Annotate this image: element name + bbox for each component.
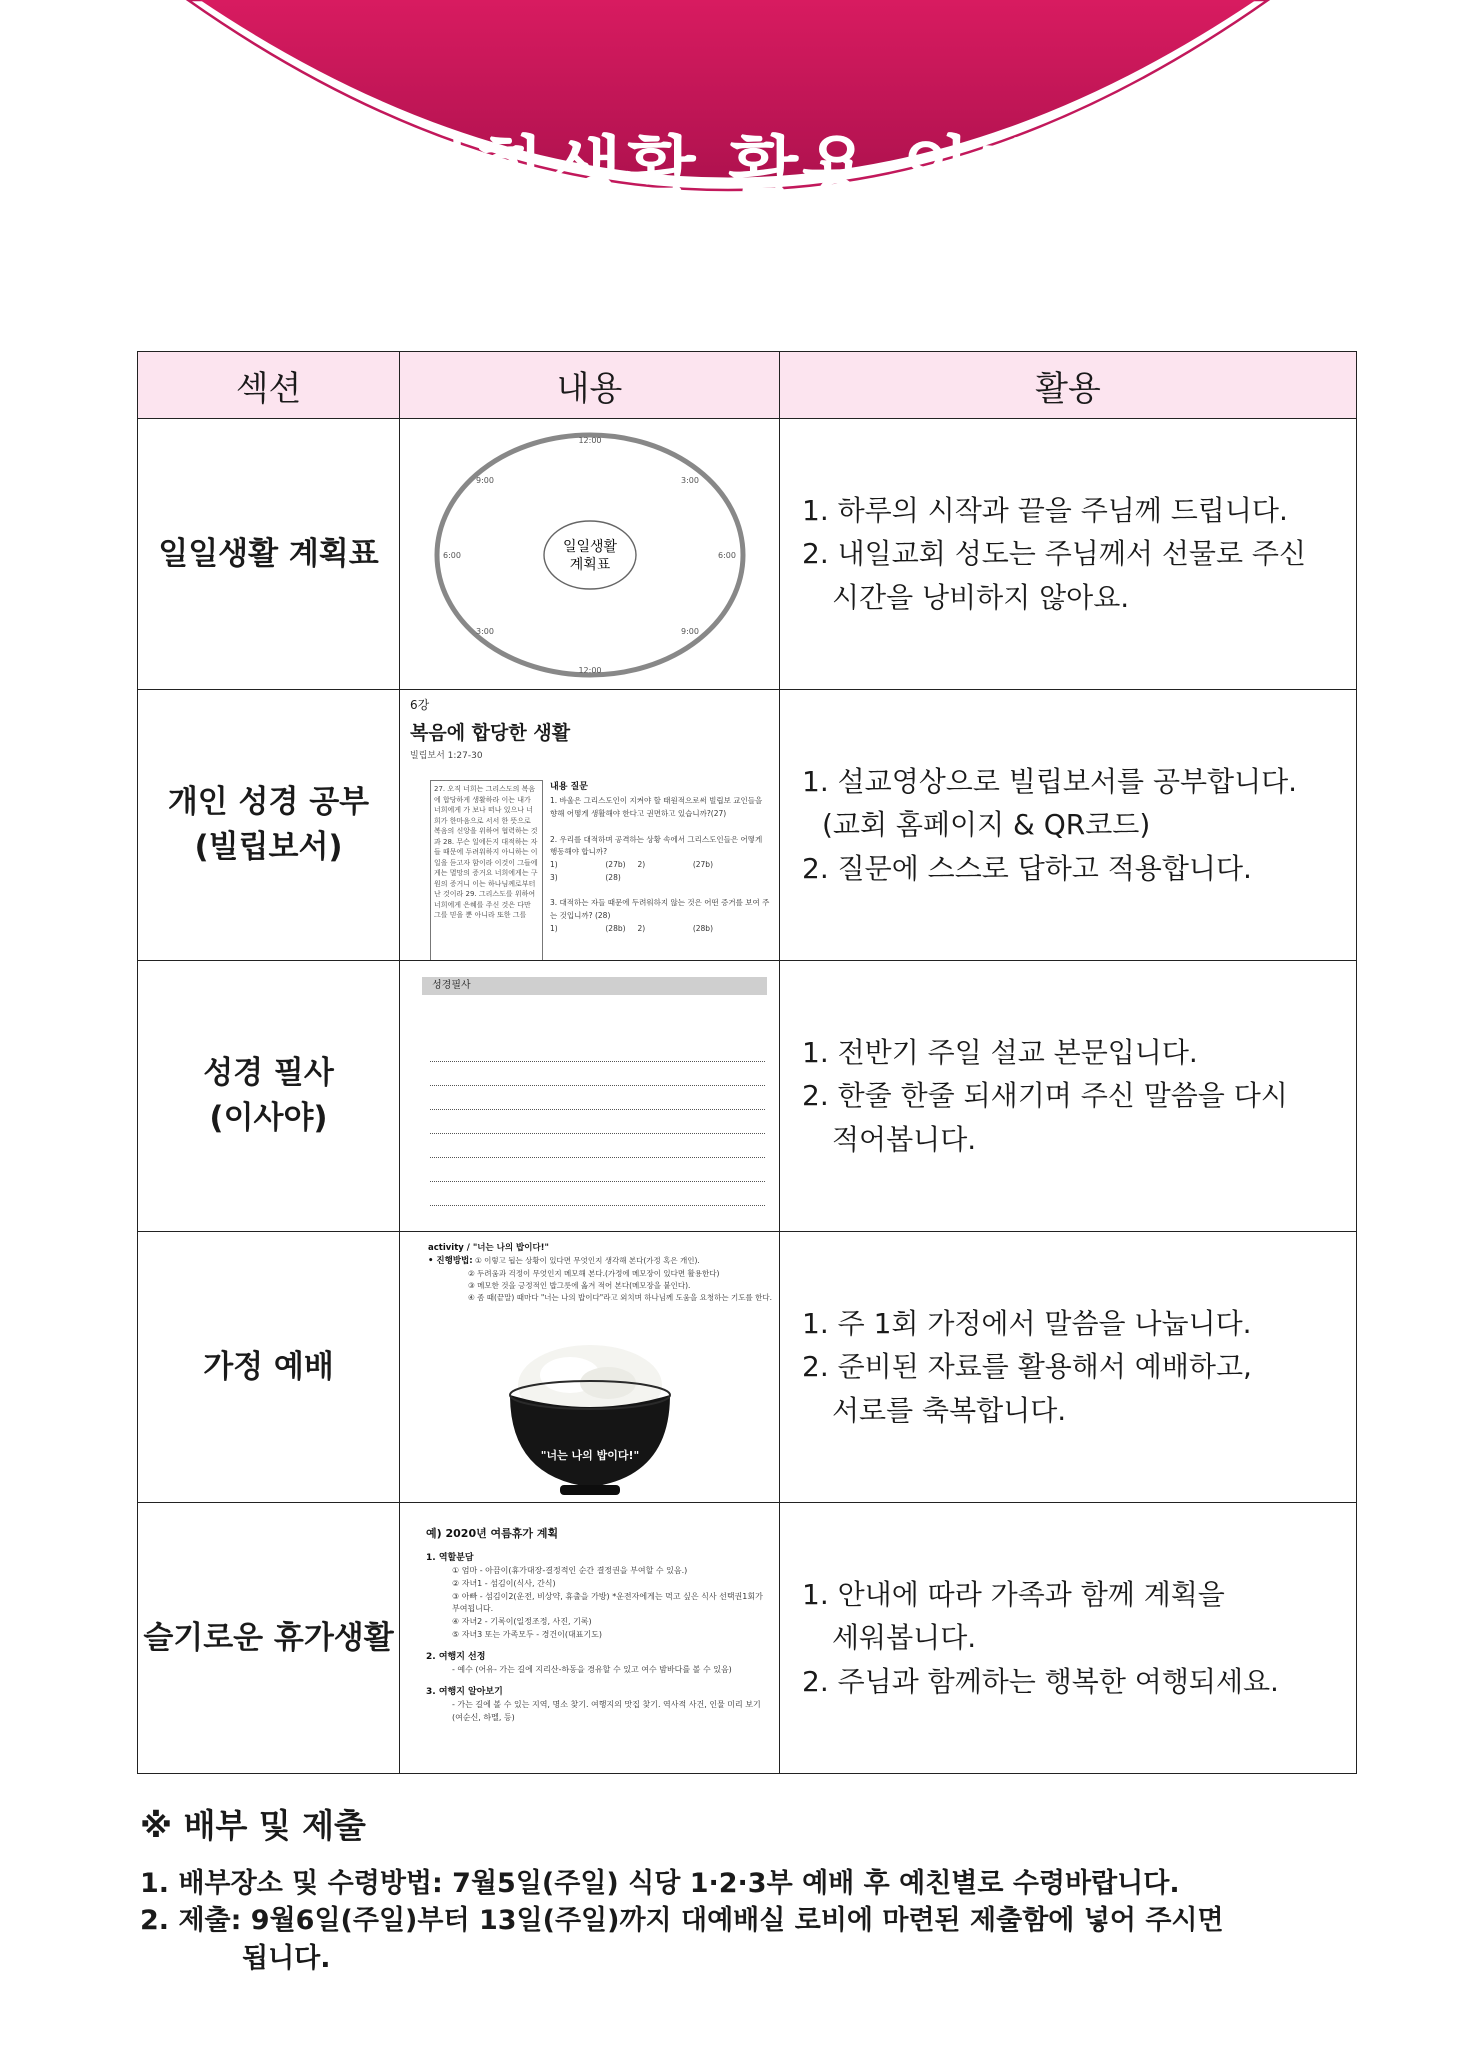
section-cell [138, 1503, 400, 1774]
usage-line: 1. 전반기 주일 설교 본문입니다. [802, 1035, 1198, 1069]
rice-bowl-image [500, 1337, 680, 1502]
activity-method-label: • 진행방법: [428, 1256, 473, 1267]
vacation-plan-text [426, 1525, 771, 1725]
usage-cell [780, 419, 1357, 690]
clock-label-lower-left: 3:00 [476, 627, 494, 636]
usage-line: 세워봅니다. [832, 1621, 977, 1655]
usage-line: 서로를 축복합니다. [832, 1393, 1067, 1427]
family-worship-thumbnail [400, 1232, 780, 1502]
distribution-notice [140, 1800, 1224, 1977]
guide-table [137, 351, 1357, 1774]
section-sublabel: (이사야) [209, 1100, 328, 1136]
daily-planner-thumbnail [400, 419, 780, 689]
study-answer: 1) (28b) 2) (28b) [550, 923, 713, 933]
section-label: 가정 예배 [203, 1348, 334, 1385]
clock-diagram [400, 419, 780, 689]
study-question: 2. 우리를 대적하며 공격하는 상황 속에서 그리스도인들은 어떻게 행동해야 합니까? [550, 834, 763, 857]
clock-label-bottom: 12:00 [578, 666, 602, 675]
vacation-plan-thumbnail [400, 1503, 780, 1773]
header-section: 섹션 [138, 352, 400, 419]
content-cell [400, 690, 780, 961]
usage-line: 1. 설교영상으로 빌립보서를 공부합니다. [802, 764, 1298, 798]
clock-label-upper-right: 3:00 [681, 476, 699, 485]
plan-item: ④ 자녀2 - 기록이(일정조정, 사진, 기록) [452, 1617, 592, 1627]
plan-item: ② 자녀1 - 섬김이(식사, 간식) [452, 1578, 556, 1588]
transcription-thumbnail [400, 961, 780, 1231]
header-content: 내용 [400, 352, 780, 419]
clock-center-line1: 일일생활 [562, 539, 618, 555]
usage-line: 2. 내일교회 성도는 주님께서 선물로 주신 [802, 537, 1306, 571]
usage-line: 1. 하루의 시작과 끝을 주님께 드립니다. [802, 493, 1288, 527]
usage-cell [780, 1503, 1357, 1774]
notice-title: ※ 배부 및 제출 [140, 1806, 366, 1845]
section-label: 슬기로운 휴가생활 [143, 1619, 394, 1656]
section-cell [138, 690, 400, 961]
clock-label-lower-right: 9:00 [681, 627, 699, 636]
section-cell [138, 419, 400, 690]
study-question: 3. 대적하는 자들 때문에 두려워하지 않는 것은 어떤 증거를 보여 주는 것입니까? (28) [550, 898, 770, 921]
bible-study-thumbnail [400, 690, 780, 960]
writing-line [430, 1205, 765, 1206]
usage-line: 시간을 낭비하지 않아요. [832, 580, 1130, 614]
section-label: 성경 필사 [203, 1055, 334, 1092]
study-questions [550, 780, 770, 936]
rice-bowl-caption: "너는 나의 밥이다!" [540, 1449, 640, 1462]
section-sublabel: (빌립보서) [194, 829, 343, 865]
usage-cell [780, 961, 1357, 1232]
usage-cell [780, 1232, 1357, 1503]
clock-label-top: 12:00 [578, 436, 602, 445]
content-cell [400, 419, 780, 690]
usage-line: 2. 한줄 한줄 되새기며 주신 말씀을 다시 [802, 1079, 1288, 1113]
usage-line: 2. 주님과 함께하는 행복한 여행되세요. [802, 1664, 1279, 1698]
notice-item: 됩니다. [242, 1942, 331, 1974]
writing-line [430, 1109, 765, 1110]
usage-line: 1. 안내에 따라 가족과 함께 계획을 [802, 1577, 1225, 1611]
table-row [138, 419, 1357, 690]
table-row [138, 1503, 1357, 1774]
activity-text [428, 1242, 773, 1303]
table-row [138, 690, 1357, 961]
activity-step: ② 두려움과 걱정이 무엇인지 메모해 본다.(가정에 메모장이 있다면 활용한다) [468, 1269, 720, 1279]
table-row [138, 1232, 1357, 1503]
writing-line [430, 1157, 765, 1158]
usage-line: (교회 홈페이지 & QR코드) [822, 808, 1151, 842]
plan-section: 2. 여행지 선정 [426, 1651, 486, 1662]
study-question: 1. 바울은 그리스도인이 지켜야 할 태원적으로써 빌립보 교인들을 향해 어떻게 생활해야 한다고 권면하고 있습니까?(27) [550, 796, 763, 819]
plan-item: ⑤ 자녀3 또는 가족모두 - 경건이(대표기도) [452, 1629, 603, 1639]
section-label: 일일생활 계획표 [158, 535, 379, 572]
study-title: 복음에 합당한 생활 [410, 722, 571, 744]
section-cell [138, 1232, 400, 1503]
usage-line: 적어봅니다. [832, 1122, 977, 1156]
plan-item: - 예수 (어유- 가는 길에 지리산-하동을 경유할 수 있고 여수 밤바다를 볼 수 있음) [452, 1665, 732, 1675]
table-header-row [138, 352, 1357, 419]
study-question-head: 내용 질문 [550, 782, 588, 792]
plan-item: ① 엄마 - 아끔이(휴가대장-결정적인 순간 결정권을 부여할 수 있음.) [452, 1565, 688, 1575]
study-reference: 빌립보서 1:27-30 [410, 751, 483, 761]
header-usage: 활용 [780, 352, 1357, 419]
content-cell [400, 961, 780, 1232]
notice-item: 1. 배부장소 및 수령방법: 7월5일(주일) 식당 1·2·3부 예배 후 예친별로 수령바랍니다. [140, 1868, 1180, 1899]
clock-label-left: 6:00 [443, 551, 461, 560]
plan-section: 3. 여행지 알아보기 [426, 1686, 503, 1697]
plan-title: 예) 2020년 여름휴가 계획 [426, 1527, 559, 1540]
activity-step: ① 이렇고 됩는 상황이 있다면 무엇인지 생각해 본다(가정 혹은 개인). [475, 1256, 700, 1266]
study-answer: 1) (27b) 2) (27b) [550, 860, 713, 870]
activity-step: ③ 메모한 것을 긍정적인 밥그릇에 옮겨 적어 본다(메모장을 붙인다). [468, 1280, 691, 1290]
study-answer: 3) (28) [550, 872, 621, 882]
writing-line [430, 1061, 765, 1062]
activity-title: activity / "너는 나의 밥이다!" [428, 1243, 549, 1253]
usage-cell [780, 690, 1357, 961]
writing-line [430, 1181, 765, 1182]
content-cell [400, 1232, 780, 1503]
page-title: 방학생활 활용 안내 [405, 128, 1052, 212]
section-label: 개인 성경 공부 [167, 784, 370, 821]
clock-center-line2: 계획표 [569, 557, 611, 573]
plan-item: ③ 아빠 - 섬김이2(운전, 비상약, 휴출을 가방) *운전자에게는 먹고 싶은 식사 선택권1회가 부여됩니다. [452, 1591, 763, 1614]
clock-label-upper-left: 9:00 [476, 476, 494, 485]
section-cell [138, 961, 400, 1232]
study-lesson: 6강 [410, 698, 430, 712]
transcription-heading: 성경필사 [422, 977, 767, 995]
writing-line [430, 1085, 765, 1086]
content-cell [400, 1503, 780, 1774]
usage-line: 2. 준비된 자료를 활용해서 예배하고, [802, 1350, 1252, 1384]
table-row [138, 961, 1357, 1232]
writing-line [430, 1133, 765, 1134]
plan-item: - 가는 길에 볼 수 있는 지역, 명소 찾기. 여행지의 맛집 찾기. 역사적 사건, 인물 미리 보기 (여순신, 하멜, 등) [452, 1700, 761, 1723]
study-verses: 27. 오직 너희는 그리스도의 복음에 합당하게 생활하라 이는 내가 너희에게 가 보나 떠나 있으나 너희가 한마음으로 서서 한 뜻으로 복음의 신앙을 위하여 협력하는 것과 28. 무슨 일에든지 대적하는 자들 때문에 두려워하지 아니하는 이 일을 듣고자 함이라 이것이 그들에게는 멸망의 증거요 너희에게는 구원의 증거니 이는 하나님께로부터 난 것이라 29. 그리스도를 위하여 너희에게 은혜를 주신 것은 다만 그를 믿을 뿐 아니라 또한 그를 [430, 780, 543, 960]
clock-label-right: 6:00 [718, 551, 736, 560]
activity-step: ④ 좀 때(끝말) 때마다 "너는 나의 밥이다"라고 외치며 하나님께 도움을 요청하는 기도를 한다. [468, 1292, 773, 1302]
usage-line: 1. 주 1회 가정에서 말씀을 나눕니다. [802, 1306, 1252, 1340]
usage-line: 2. 질문에 스스로 답하고 적용합니다. [802, 851, 1252, 885]
notice-item: 2. 제출: 9월6일(주일)부터 13일(주일)까지 대예배실 로비에 마련된 제출함에 넣어 주시면 [140, 1905, 1224, 1937]
plan-section: 1. 역할분담 [426, 1552, 474, 1563]
